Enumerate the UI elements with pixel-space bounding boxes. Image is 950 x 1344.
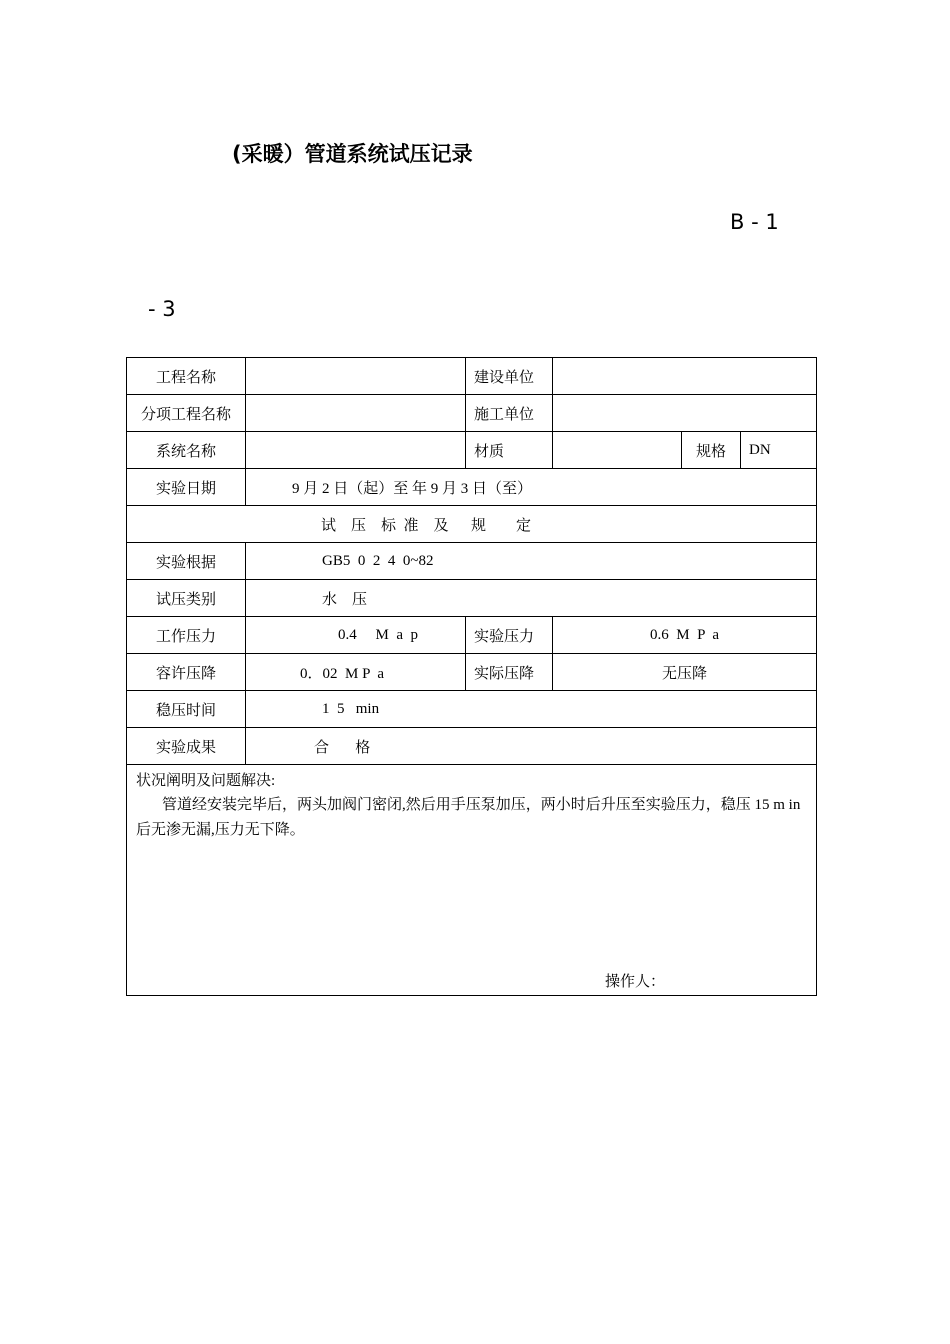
project-name-label: 工程名称 <box>127 358 246 395</box>
form-code-suffix: - 3 <box>148 297 176 321</box>
stable-time-field[interactable]: 1 5 min <box>246 691 817 728</box>
allowed-drop-field[interactable]: 0．02 M P a <box>246 654 466 691</box>
table-row <box>127 691 817 728</box>
system-name-label: 系统名称 <box>127 432 246 469</box>
spec-label: 规格 <box>682 432 741 469</box>
builder-label: 建设单位 <box>466 358 553 395</box>
table-row <box>127 506 817 543</box>
basis-field[interactable]: GB5 0 2 4 0~82 <box>246 543 817 580</box>
result-label: 实验成果 <box>127 728 246 765</box>
sub-project-field[interactable] <box>246 395 466 432</box>
test-pressure-field[interactable]: 0.6 M P a <box>553 617 817 654</box>
operator-label: 操作人： <box>605 974 666 990</box>
stable-time-label: 稳压时间 <box>127 691 246 728</box>
actual-drop-field[interactable]: 无压降 <box>553 654 817 691</box>
material-field[interactable] <box>553 432 682 469</box>
notes-cell[interactable] <box>127 765 817 996</box>
table-row <box>127 543 817 580</box>
contractor-label: 施工单位 <box>466 395 553 432</box>
table-row <box>127 765 817 996</box>
spec-field[interactable]: DN <box>741 432 817 469</box>
actual-drop-label: 实际压降 <box>466 654 553 691</box>
builder-field[interactable] <box>553 358 817 395</box>
sub-project-label: 分项工程名称 <box>127 395 246 432</box>
result-field[interactable]: 合 格 <box>246 728 817 765</box>
table-row <box>127 395 817 432</box>
table-row <box>127 728 817 765</box>
test-date-field[interactable]: 9 月 2 日（起）至 年 9 月 3 日（至） <box>246 469 817 506</box>
category-field[interactable]: 水 压 <box>246 580 817 617</box>
table-row <box>127 358 817 395</box>
notes-heading: 状况阐明及问题解决: <box>136 773 276 789</box>
table-row <box>127 617 817 654</box>
notes-body: 管道经安装完毕后，两头加阀门密闭,然后用手压泵加压，两小时后升压至实验压力，稳压 15 m in 后无渗无漏,压力无下降。 <box>136 797 801 838</box>
table-row <box>127 432 817 469</box>
category-label: 试压类别 <box>127 580 246 617</box>
pressure-test-record-table <box>126 357 817 996</box>
test-pressure-label: 实验压力 <box>466 617 553 654</box>
document-title: (采暖）管道系统试压记录 <box>232 142 473 166</box>
allowed-drop-label: 容许压降 <box>127 654 246 691</box>
table-row <box>127 580 817 617</box>
project-name-field[interactable] <box>246 358 466 395</box>
basis-label: 实验根据 <box>127 543 246 580</box>
section-header: 试 压 标 准 及 规 定 <box>127 506 817 543</box>
system-name-field[interactable] <box>246 432 466 469</box>
form-code: B - 1 <box>730 210 779 234</box>
contractor-field[interactable] <box>553 395 817 432</box>
work-pressure-label: 工作压力 <box>127 617 246 654</box>
table-row <box>127 469 817 506</box>
table-row <box>127 654 817 691</box>
test-date-label: 实验日期 <box>127 469 246 506</box>
material-label: 材质 <box>466 432 553 469</box>
work-pressure-field[interactable]: 0.4 M a p <box>246 617 466 654</box>
